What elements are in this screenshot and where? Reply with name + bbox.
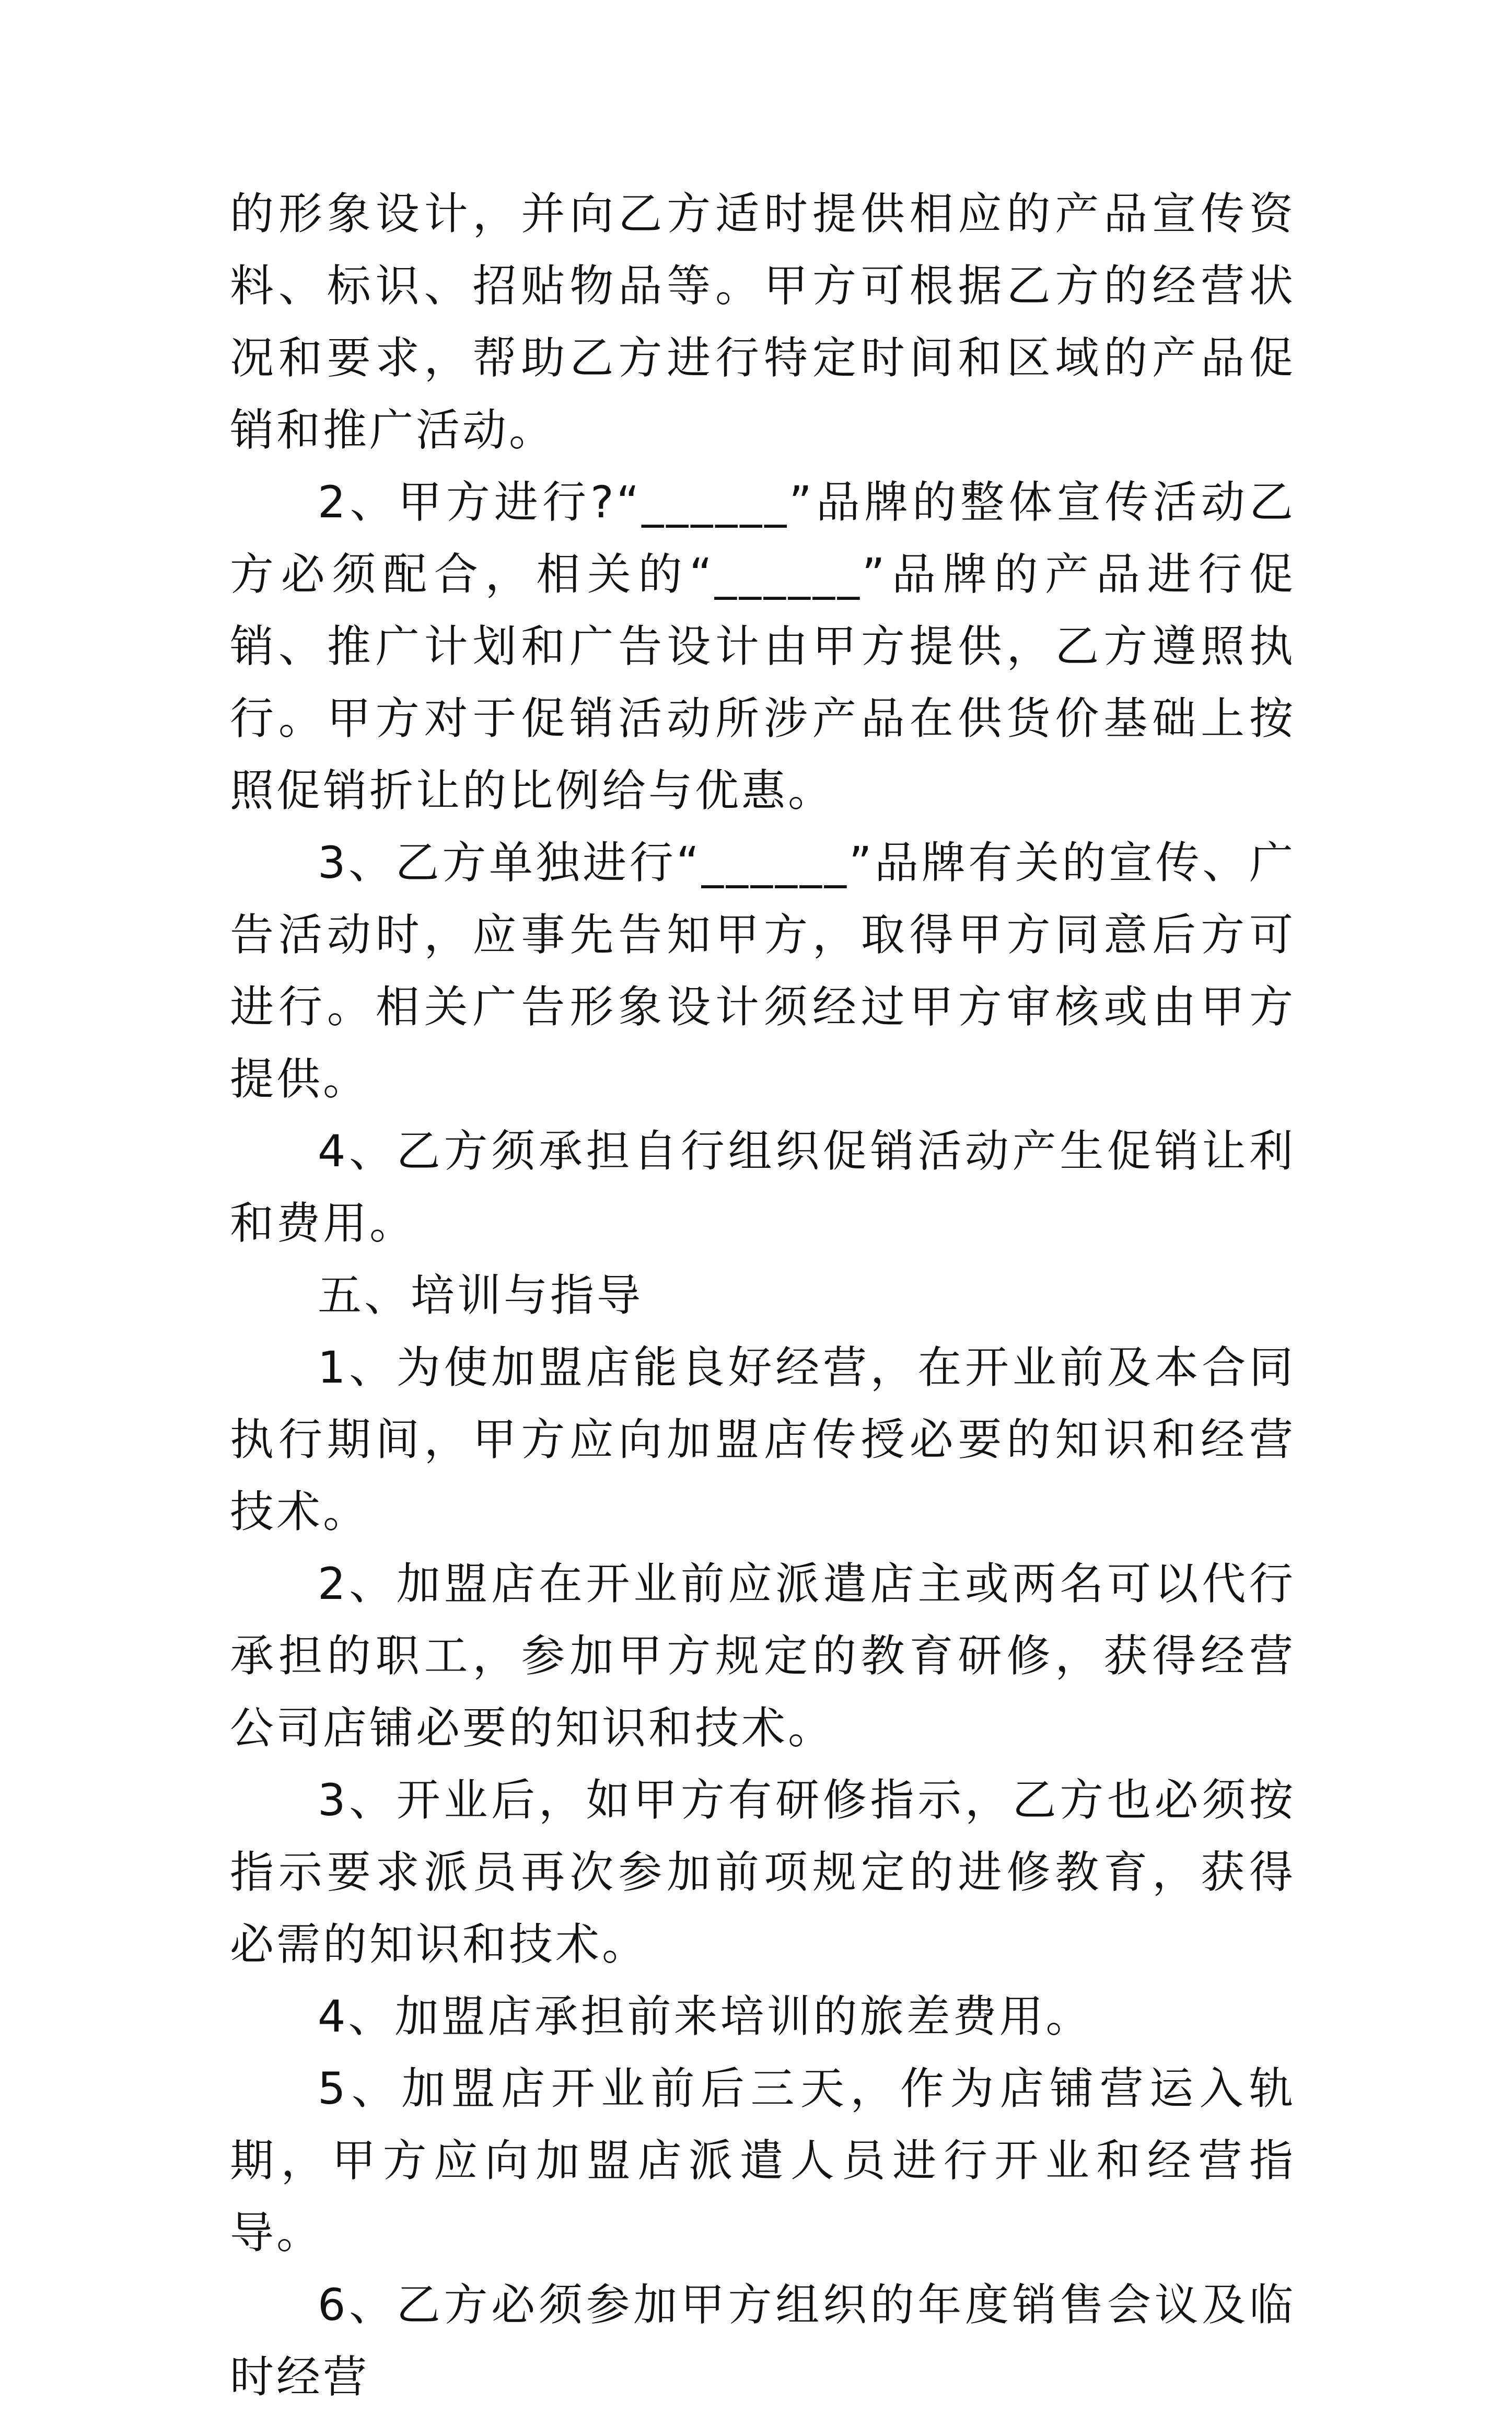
paragraph-item-4: 4、乙方须承担自行组织促销活动产生促销让利和费用。 bbox=[230, 1126, 1296, 1249]
paragraph-training-3: 3、开业后，如甲方有研修指示，乙方也必须按指示要求派员再次参加前项规定的进修教育，获得必需的知识和技术。 bbox=[230, 1774, 1296, 1970]
section-heading-training: 五、培训与指导 bbox=[318, 1270, 644, 1321]
document-body bbox=[230, 178, 1296, 2413]
paragraph-training-2: 2、加盟店在开业前应派遣店主或两名可以代行承担的职工，参加甲方规定的教育研修，获得经营公司店铺必要的知识和技术。 bbox=[230, 1558, 1296, 1754]
paragraph-item-3: 3、乙方单独进行“______”品牌有关的宣传、广告活动时，应事先告知甲方，取得甲方同意后方可进行。相关广告形象设计须经过甲方审核或由甲方提供。 bbox=[230, 837, 1296, 1105]
paragraph-item-2: 2、甲方进行?“______”品牌的整体宣传活动乙方必须配合，相关的“______”品牌的产品进行促销、推广计划和广告设计由甲方提供，乙方遵照执行。甲方对于促销活动所涉产品在供货价基础上按照促销折让的比例给与优惠。 bbox=[230, 477, 1296, 816]
paragraph-training-4: 4、加盟店承担前来培训的旅差费用。 bbox=[318, 1991, 1092, 2042]
paragraph-continuation: 的形象设计，并向乙方适时提供相应的产品宣传资料、标识、招贴物品等。甲方可根据乙方的经营状况和要求，帮助乙方进行特定时间和区域的产品促销和推广活动。 bbox=[230, 188, 1296, 456]
paragraph-training-6: 6、乙方必须参加甲方组织的年度销售会议及临时经营 bbox=[230, 2279, 1296, 2403]
paragraph-training-1: 1、为使加盟店能良好经营，在开业前及本合同执行期间，甲方应向加盟店传授必要的知识和经营技术。 bbox=[230, 1342, 1296, 1537]
paragraph-training-5: 5、加盟店开业前后三天，作为店铺营运入轨期，甲方应向加盟店派遣人员进行开业和经营指导。 bbox=[230, 2063, 1296, 2258]
